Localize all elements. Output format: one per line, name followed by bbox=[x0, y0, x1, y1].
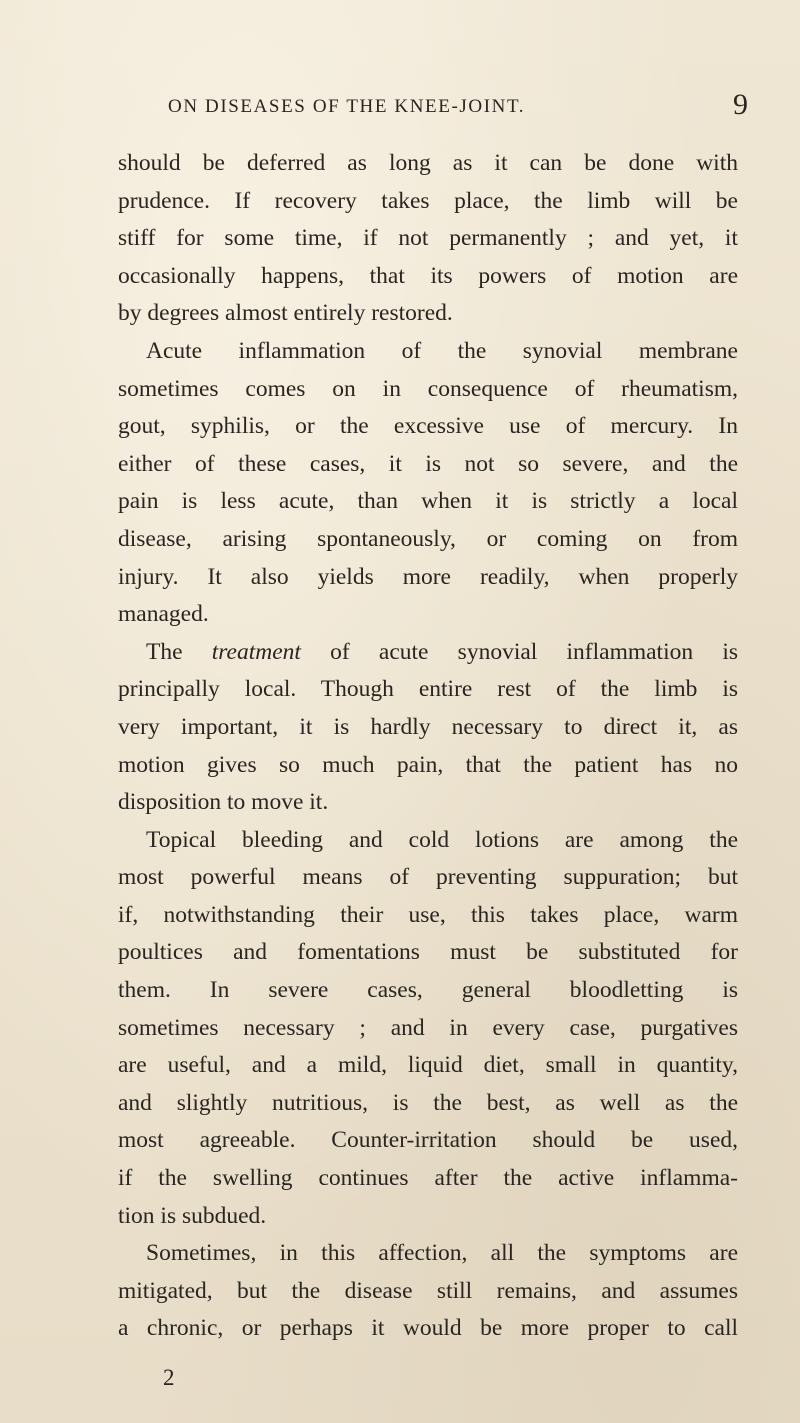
treatment-space bbox=[301, 639, 330, 665]
text-line: a chronic, or perhaps it would be more proper to call bbox=[118, 1315, 738, 1342]
text-line: most powerful means of preventing suppuration; but bbox=[118, 864, 738, 891]
text-line: stiff for some time, if not permanently ; and yet, it bbox=[118, 225, 738, 252]
text-line: principally local. Though entire rest of the limb is bbox=[118, 676, 738, 703]
text-line: are useful, and a mild, liquid diet, small in quantity, bbox=[118, 1052, 738, 1079]
text-line: if, notwithstanding their use, this takes place, warm bbox=[118, 901, 738, 928]
treatment-prefix: The bbox=[146, 638, 212, 665]
text-line: mitigated, but the disease still remains, and assumes bbox=[118, 1277, 738, 1304]
text-line: Acute inflammation of the synovial membrane bbox=[146, 337, 738, 364]
text-line: tion is subdued. bbox=[118, 1202, 267, 1229]
text-line: managed. bbox=[118, 601, 209, 628]
text-line: pain is less acute, than when it is strictly a local bbox=[118, 488, 738, 515]
text-line: very important, it is hardly necessary to direct it, as bbox=[118, 713, 738, 740]
text-line: by degrees almost entirely restored. bbox=[118, 300, 453, 327]
text-line: Sometimes, in this affection, all the symptoms are bbox=[146, 1240, 738, 1267]
text-line: prudence. If recovery takes place, the limb will be bbox=[118, 187, 738, 214]
signature-mark: 2 bbox=[163, 1365, 175, 1390]
text-line: gout, syphilis, or the excessive use of mercury. In bbox=[118, 413, 738, 440]
text-line: motion gives so much pain, that the patient has no bbox=[118, 751, 738, 778]
text-line: disease, arising spontaneously, or coming on from bbox=[118, 525, 738, 552]
text-line: if the swelling continues after the active inflamma- bbox=[118, 1165, 738, 1192]
text-line: poultices and fomentations must be substituted for bbox=[118, 939, 738, 966]
running-title: ON DISEASES OF THE KNEE-JOINT. bbox=[168, 96, 526, 117]
text-line: Topical bleeding and cold lotions are among the bbox=[146, 826, 738, 853]
text-line: should be deferred as long as it can be done with bbox=[118, 150, 738, 176]
text-line: either of these cases, it is not so severe, and the bbox=[118, 450, 738, 477]
text-line: disposition to move it. bbox=[118, 789, 329, 816]
text-line: them. In severe cases, general bloodletting is bbox=[118, 977, 738, 1004]
text-line: injury. It also yields more readily, when properly bbox=[118, 563, 738, 590]
page-number: 9 bbox=[733, 88, 748, 121]
text-line: sometimes comes on in consequence of rheumatism, bbox=[118, 375, 738, 402]
running-head bbox=[168, 88, 748, 128]
treatment-rest: of acute synovial inflammation is bbox=[330, 638, 738, 665]
text-line: and slightly nutritious, is the best, as well as the bbox=[118, 1089, 738, 1116]
body-text bbox=[118, 145, 738, 1348]
treatment-italic: treatment bbox=[211, 638, 301, 665]
text-line bbox=[118, 634, 738, 672]
text-line: occasionally happens, that its powers of motion are bbox=[118, 262, 738, 289]
text-line: most agreeable. Counter-irritation should be used, bbox=[118, 1127, 738, 1154]
text-line: sometimes necessary ; and in every case, purgatives bbox=[118, 1014, 738, 1041]
